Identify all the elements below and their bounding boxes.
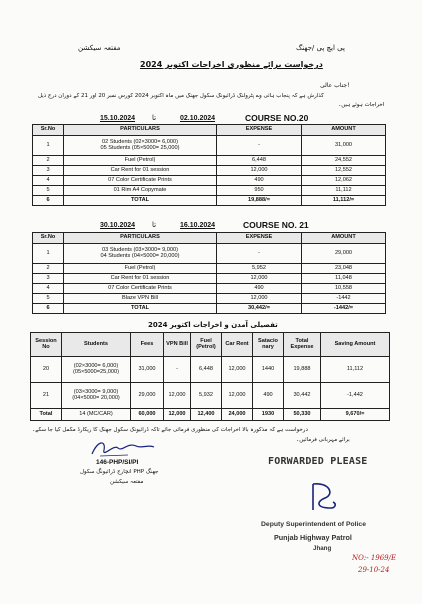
cell-particulars: 07 Color Certificate Prints [64,176,217,186]
table-row [33,156,386,166]
cell-sr: 6 [33,196,64,206]
student-line: (03×3000= 9,000) [73,388,119,395]
col-car-rent: Car Rent [222,333,253,357]
cell-fuel: 6,448 [191,357,222,383]
cell-total-expense: 30,442 [284,383,321,409]
table-row [33,274,386,284]
cell-particulars: Fuel (Petrol) [64,264,217,274]
cell-fuel: 5,932 [191,383,222,409]
cell-students [62,383,131,409]
cell-expense: - [217,136,302,156]
col-vpn: VPN Bill [164,333,191,357]
student-line: (04×5000= 20,000) [72,394,120,401]
cell-amount: 10,558 [302,284,386,294]
particular-line: 04 Students (04×5000= 20,000) [100,252,180,259]
officer-signature [88,438,158,460]
col-fees: Fees [131,333,164,357]
cell-stationary: 490 [253,383,284,409]
cell-sr: 3 [33,274,64,284]
col-expense: EXPENSE [217,125,302,136]
cell-sr: 2 [33,264,64,274]
cell-total-car: 24,000 [222,409,253,421]
cell-total-amount: -1442/= [302,304,386,314]
cell-particulars: Fuel (Petrol) [64,156,217,166]
cell-expense: - [217,244,302,264]
col-session: Session No [31,333,62,357]
table-row [33,186,386,196]
cell-amount: 29,000 [302,244,386,264]
cell-total-expense: 19,888/= [217,196,302,206]
table-row [33,136,386,156]
table-row [33,284,386,294]
cell-total-label: TOTAL [64,304,217,314]
cell-particulars [64,136,217,156]
course20-to: تا [152,114,157,122]
table-total-row [33,304,386,314]
cell-total-expense: 19,888 [284,357,321,383]
cell-sr: 3 [33,166,64,176]
handwritten-date: 29-10-24 [358,566,390,574]
col-stationary: Satacio nary [253,333,284,357]
course20-label: COURSE NO.20 [245,113,309,123]
cell-sr: 5 [33,186,64,196]
col-srno: Sr.No [33,125,64,136]
cell-amount: 24,552 [302,156,386,166]
student-line: (02×3000= 6,000) [73,362,119,369]
table-header-row [33,233,386,244]
cell-amount: 12,552 [302,166,386,176]
course21-table [32,232,386,314]
cell-total-expense: 50,330 [284,409,321,421]
col-expense: EXPENSE [217,233,302,244]
cell-particulars: Blaze VPN Bill [64,294,217,304]
student-line: (05×5000=25,000) [72,368,120,375]
cell-vpn: 12,000 [164,383,191,409]
ref-left: مفتعہ سیکشن [78,44,121,52]
table-row [33,166,386,176]
cell-total-label: TOTAL [64,196,217,206]
summary-title: تفصیلی آمدن و اخراجات اکتوبر 2024 [148,321,278,329]
cell-session: 20 [31,357,62,383]
dsp-org: Punjab Highway Patrol [274,533,352,542]
cell-expense: 490 [217,176,302,186]
course20-date-from: 15.10.2024 [100,115,136,122]
document-title: درخواست برائے منظوری اخراجات اکتوبر 2024 [140,60,323,69]
col-amount: AMOUNT [302,125,386,136]
handwritten-diary-no: NO:- 1969/E [352,554,397,562]
officer-section: مفتعہ سیکشن [110,479,144,485]
cell-particulars: Car Rent for 01 session [64,274,217,284]
table-row [33,294,386,304]
cell-sr: 6 [33,304,64,314]
officer-id: 146-PHP/SI/PI [96,459,139,466]
table-row [33,176,386,186]
cell-total-fees: 60,000 [131,409,164,421]
cell-amount: 12,062 [302,176,386,186]
cell-particulars: 07 Color Certificate Prints [64,284,217,294]
cell-saving: -1,442 [321,383,390,409]
salutation: جناب عالی! [320,82,350,89]
table-total-row [33,196,386,206]
table-header-row [33,125,386,136]
course21-to: تا [152,221,157,229]
officer-designation: انچارج ڈرائیونگ سکول PHP جھنگ [80,469,159,475]
cell-expense: 6,448 [217,156,302,166]
cell-sr: 1 [33,244,64,264]
cell-stationary: 1440 [253,357,284,383]
ref-right: پی ایچ پی /جھنگ [296,44,345,52]
cell-fees: 31,000 [131,357,164,383]
cell-total-label: Total [31,409,62,421]
cell-total-expense: 30,442/= [217,304,302,314]
body-line-2: اخراجات ہوئے ہیں۔ [338,102,385,108]
cell-total-fuel: 12,400 [191,409,222,421]
course21-label: COURSE NO. 21 [243,220,309,230]
cell-particulars [64,244,217,264]
cell-car-rent: 12,000 [222,383,253,409]
course20-table [32,124,386,206]
cell-sr: 4 [33,284,64,294]
cell-students [62,357,131,383]
cell-sr: 5 [33,294,64,304]
cell-sr: 2 [33,156,64,166]
cell-fees: 29,000 [131,383,164,409]
table-row [33,264,386,274]
col-fuel: Fuel (Petrol) [191,333,222,357]
particular-line: 03 Students (03×3000= 9,000) [102,246,178,253]
cell-car-rent: 12,000 [222,357,253,383]
particular-line: 05 Students (05×5000= 25,000) [100,144,180,151]
cell-particulars: 01 Rim A4 Copymate [64,186,217,196]
col-students: Students [62,333,131,357]
table-header-row [31,333,390,357]
table-total-row [31,409,390,421]
request-line-2: برائے مہربانی فرمائیں۔ [296,437,350,443]
cell-total-saving: 9,670/= [321,409,390,421]
body-line-1: گذارش ہے کہ پنجاب ہائی وے پٹرولنگ ڈرائیونگ سکول جھنگ میں ماہ اکتوبر 2024 کورس نمبر 20 اور 21 کے دوران درج ذیل [38,93,324,99]
course20-date-to: 02.10.2024 [180,115,216,122]
request-line-1: درخواست ہے کہ مذکورہ بالا اخراجات کی منظوری فرمائی جائے تاکہ ڈرائیونگ سکول جھنگ کا ریکارڈ مکمل کیا جا سکے۔ [32,427,308,433]
col-saving: Saving Amount [321,333,390,357]
cell-amount: 23,048 [302,264,386,274]
cell-expense: 5,952 [217,264,302,274]
cell-expense: 12,000 [217,294,302,304]
cell-amount: 11,112 [302,186,386,196]
forwarded-stamp: FORWARDED PLEASE [268,456,368,467]
cell-amount: 31,000 [302,136,386,156]
cell-sr: 1 [33,136,64,156]
cell-amount: 11,048 [302,274,386,284]
table-row [31,383,390,409]
cell-expense: 950 [217,186,302,196]
cell-saving: 11,112 [321,357,390,383]
table-row [31,357,390,383]
table-row [33,244,386,264]
cell-expense: 490 [217,284,302,294]
course21-date-from: 30.10.2024 [100,222,136,229]
cell-expense: 12,000 [217,166,302,176]
summary-table [30,332,390,421]
cell-total-students: 14 (MC/CAR) [62,409,131,421]
particular-line: 02 Students (02×3000= 6,000) [102,138,178,145]
cell-vpn: - [164,357,191,383]
cell-expense: 12,000 [217,274,302,284]
col-total-expense: Total Expense [284,333,321,357]
cell-amount: -1442 [302,294,386,304]
col-amount: AMOUNT [302,233,386,244]
cell-total-amount: 11,112/= [302,196,386,206]
course21-date-to: 16.10.2024 [180,222,216,229]
cell-particulars: Car Rent for 01 session [64,166,217,176]
col-particulars: PARTICULARS [64,125,217,136]
dsp-title: Deputy Superintendent of Police [261,521,366,528]
dsp-signature [305,478,341,516]
cell-total-vpn: 12,000 [164,409,191,421]
dsp-place: Jhang [313,545,332,552]
col-srno: Sr.No [33,233,64,244]
cell-sr: 4 [33,176,64,186]
cell-session: 21 [31,383,62,409]
cell-total-stationary: 1930 [253,409,284,421]
col-particulars: PARTICULARS [64,233,217,244]
